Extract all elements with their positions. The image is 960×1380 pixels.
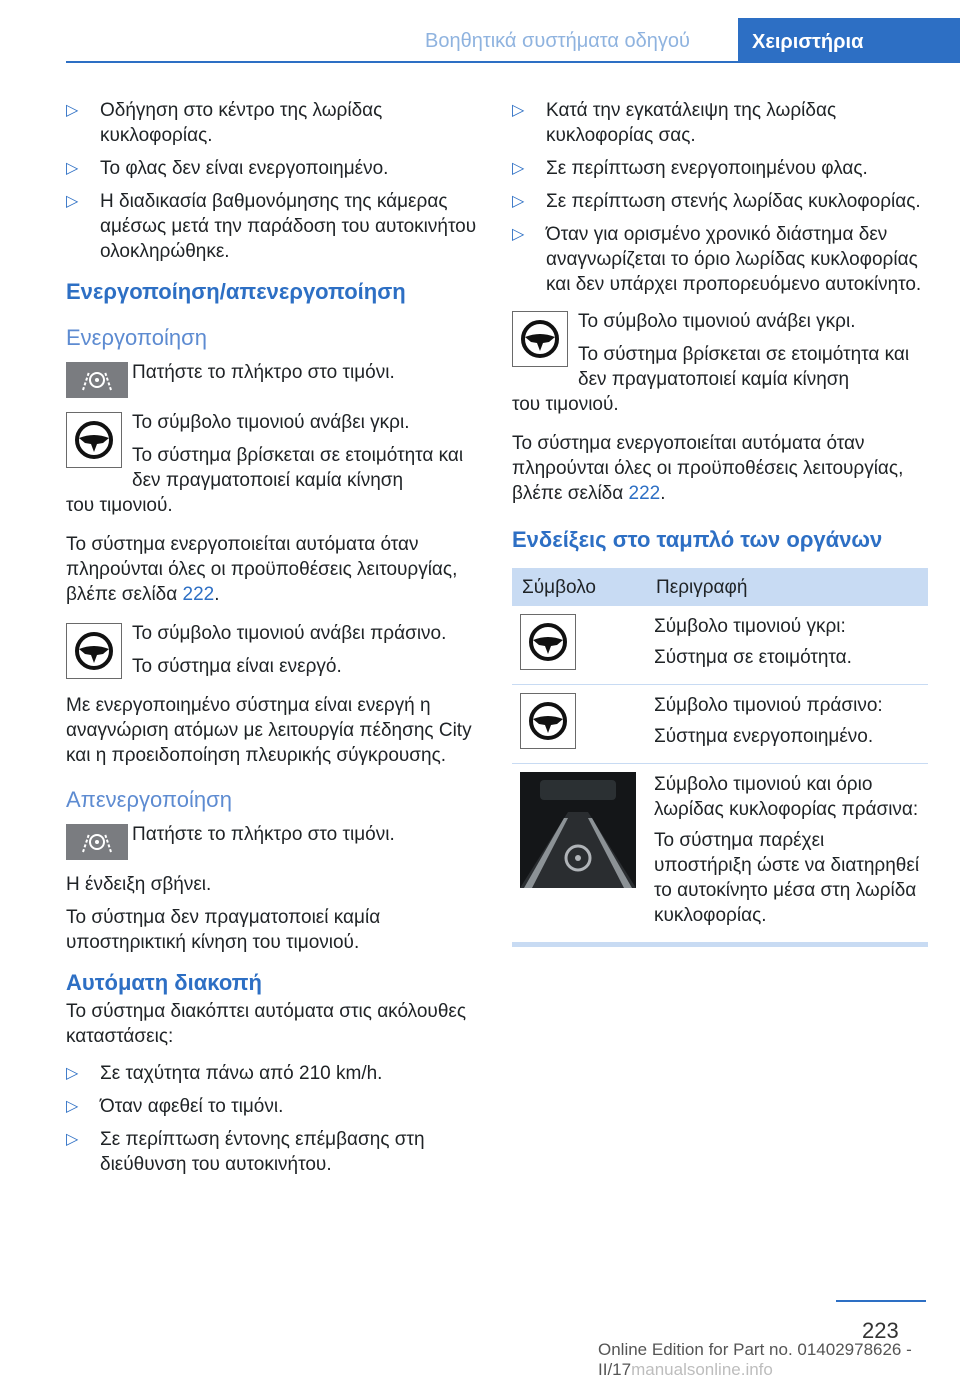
table-row: Σύμβολο τιμονιού γκρι: Σύστημα σε ετοιμότητα. bbox=[512, 606, 928, 685]
auto-activation-text: Το σύστημα ενεργοποιείται αυτόματα όταν πληρούνται όλες οι προϋποθέσεις λειτουργίας, βλέπε σελίδα 222. bbox=[66, 534, 458, 605]
page-link[interactable]: 222 bbox=[182, 584, 215, 605]
left-column: ▷ Οδήγηση στο κέντρο της λωρίδας κυκλοφορίας. ▷ Το φλας δεν είναι ενεργοποιημένο. ▷ Η διαδικασία βαθμονόμησης της κάμερας αμέσως μετά την παράδοση του αυτοκινήτου ολοκληρώθηκε. Ενεργοποίηση/απενεργοποίηση Ενεργοποίηση Πατήστε το πλήκτρο στο τιμόνι. Το σύμβολο τιμονιού ανάβει γκρι. Το σύστημα βρίσκεται σε ετοιμότητα και δεν πραγματοποιεί καμία κίνηση του τιμονιού. Το σύστημα ενεργοποιείται αυτόματα όταν πληρούνται όλες οι προϋποθέσεις λειτουργίας, βλέπε σελίδα 222. Το σύμβολο τιμονιού ανάβει πράσινο. Το σύστημα είναι ενεργό. Με ενεργοποιημένο σύστημα είναι ενεργή η αναγνώριση ατόμων με λειτουργία πέδησης City και η προειδοποίηση πλευρικής σύγκρουσης. Απενεργοποίηση Πατήστε το πλήκτρο στο τιμόνι. Η ένδειξη σβήνει. Το σύστημα δεν πραγματοποιεί καμία υποστηρικτική κίνηση του τιμονιού. Αυτόματη διακοπή Το σύστημα διακόπτει αυτόματα στις ακόλουθες καταστάσεις: ▷ Σε ταχύτητα πάνω από 210 km/h. ▷ Όταν αφεθεί το τιμόνι. ▷ Σε περίπτωση έντονης επέμβασης στη διεύθυνση του αυτοκινήτου. bbox=[66, 98, 480, 1185]
heading-on: Ενεργοποίηση bbox=[66, 325, 207, 350]
header-rule bbox=[66, 61, 960, 63]
list-item: ▷ Σε περίπτωση έντονης επέμβασης στη διεύθυνση του αυτοκινήτου. bbox=[66, 1129, 425, 1175]
chapter-tab[interactable]: Χειριστήρια bbox=[738, 18, 960, 62]
right-column: ▷ Κατά την εγκατάλειψη της λωρίδας κυκλοφορίας σας. ▷ Σε περίπτωση ενεργοποιημένου φλας. ▷ Σε περίπτωση στενής λωρίδας κυκλοφορίας. ▷ Όταν για ορισμένο χρονικό διάστημα δεν αναγνωρίζεται το όριο λωρίδας κυκλοφορίας και δεν υπάρχει προπορευόμενο αυτοκίνητο. Το σύμβολο τιμονιού ανάβει γκρι. Το σύστημα βρίσκεται σε ετοιμότητα και δεν πραγματοποιεί καμία κίνηση του τιμονιού. Το σύστημα ενεργοποιείται αυτόματα όταν πληρούνται όλες οι προϋποθέσεις λειτουργίας, βλέπε σελίδα 222. Ενδείξεις στο ταμπλό των οργάνων Σύμβολο Περιγραφή Σύμβολο τιμονιού γκρι: Σύστημα σε ετοιμότητα. Σύμβολο τιμονιού πράσινο: Σύστημα ενεργοποιημένο. Σύμβολο τιμονιού και όριο λωρίδας κυκλοφορίας πράσινα: Το σύστημα παρέχει υποστήριξη ώστε να διατηρηθεί το αυτοκίνητο μέσα στη λωρίδα κυκλοφορίας. bbox=[512, 98, 928, 947]
steering-wheel-grey-icon bbox=[520, 614, 576, 670]
lane-assist-button-icon bbox=[66, 362, 128, 398]
bullet-triangle-icon: ▷ bbox=[66, 193, 79, 210]
heading-activation: Ενεργοποίηση/απενεργοποίηση bbox=[66, 279, 406, 304]
bullet-triangle-icon: ▷ bbox=[512, 102, 525, 119]
section-title: Βοηθητικά συστήματα οδηγού bbox=[425, 30, 690, 52]
bullet-triangle-icon: ▷ bbox=[66, 102, 79, 119]
edition-label: Online Edition for Part no. 01402978626 - II/17manualsonline.info bbox=[598, 1340, 912, 1379]
bullet-triangle-icon: ▷ bbox=[66, 1131, 79, 1148]
grey-symbol-row: Το σύμβολο τιμονιού ανάβει γκρι. Το σύστημα βρίσκεται σε ετοιμότητα και δεν πραγματοποιεί καμία κίνηση bbox=[512, 309, 928, 392]
page-link[interactable]: 222 bbox=[628, 483, 661, 504]
bullet-triangle-icon: ▷ bbox=[512, 160, 525, 177]
grey-symbol-row: Το σύμβολο τιμονιού ανάβει γκρι. Το σύστημα βρίσκεται σε ετοιμότητα και δεν πραγματοποιεί καμία κίνηση bbox=[66, 410, 480, 493]
indicator-table bbox=[512, 568, 928, 943]
table-end-rule bbox=[512, 943, 928, 947]
list-item: ▷ Όταν για ορισμένο χρονικό διάστημα δεν αναγνωρίζεται το όριο λωρίδας κυκλοφορίας και δεν υπάρχει προπορευόμενο αυτοκίνητο. bbox=[512, 224, 922, 295]
steering-wheel-icon bbox=[66, 412, 122, 468]
list-item: ▷ Σε περίπτωση ενεργοποιημένου φλας. bbox=[512, 158, 868, 179]
page-number: 223 bbox=[862, 1318, 899, 1343]
heading-off: Απενεργοποίηση bbox=[66, 787, 232, 812]
list-item: ▷ Κατά την εγκατάλειψη της λωρίδας κυκλοφορίας σας. bbox=[512, 100, 837, 146]
bullet-triangle-icon: ▷ bbox=[66, 1098, 79, 1115]
heading-auto-off: Αυτόματη διακοπή bbox=[66, 970, 262, 995]
list-item: ▷ Όταν αφεθεί το τιμόνι. bbox=[66, 1096, 284, 1117]
steering-wheel-icon bbox=[66, 623, 122, 679]
list-item: ▷ Οδήγηση στο κέντρο της λωρίδας κυκλοφορίας. bbox=[66, 100, 383, 146]
footer-rule bbox=[836, 1300, 926, 1302]
bullet-triangle-icon: ▷ bbox=[512, 226, 525, 243]
steering-wheel-green-icon bbox=[520, 693, 576, 749]
bullet-triangle-icon: ▷ bbox=[512, 193, 525, 210]
green-symbol-row: Το σύμβολο τιμονιού ανάβει πράσινο. Το σύστημα είναι ενεργό. bbox=[66, 621, 480, 681]
press-button-row: Πατήστε το πλήκτρο στο τιμόνι. bbox=[66, 360, 480, 404]
bullet-triangle-icon: ▷ bbox=[66, 1065, 79, 1082]
auto-activation-text: Το σύστημα ενεργοποιείται αυτόματα όταν πληρούνται όλες οι προϋποθέσεις λειτουργίας, βλέπε σελίδα 222. bbox=[512, 433, 904, 504]
list-item: ▷ Σε περίπτωση στενής λωρίδας κυκλοφορίας. bbox=[512, 191, 921, 212]
list-item: ▷ Η διαδικασία βαθμονόμησης της κάμερας αμέσως μετά την παράδοση του αυτοκινήτου ολοκληρώθηκε. bbox=[66, 191, 477, 262]
page-header bbox=[0, 0, 960, 62]
watermark: manualsonline.info bbox=[631, 1360, 773, 1379]
steering-wheel-icon bbox=[512, 311, 568, 367]
bullet-triangle-icon: ▷ bbox=[66, 160, 79, 177]
lane-assist-button-icon bbox=[66, 824, 128, 860]
lane-display-image bbox=[520, 772, 636, 888]
heading-indicators: Ενδείξεις στο ταμπλό των οργάνων bbox=[512, 527, 883, 552]
table-row: Σύμβολο τιμονιού και όριο λωρίδας κυκλοφορίας πράσινα: Το σύστημα παρέχει υποστήριξη ώστε να διατηρηθεί το αυτοκίνητο μέσα στη λωρίδα κυκλοφορίας. bbox=[512, 764, 928, 943]
list-item: ▷ Σε ταχύτητα πάνω από 210 km/h. bbox=[66, 1063, 383, 1084]
table-row: Σύμβολο τιμονιού πράσινο: Σύστημα ενεργοποιημένο. bbox=[512, 685, 928, 764]
press-button-row: Πατήστε το πλήκτρο στο τιμόνι. bbox=[66, 822, 480, 866]
table-header: Σύμβολο Περιγραφή bbox=[512, 568, 928, 606]
list-item: ▷ Το φλας δεν είναι ενεργοποιημένο. bbox=[66, 158, 389, 179]
